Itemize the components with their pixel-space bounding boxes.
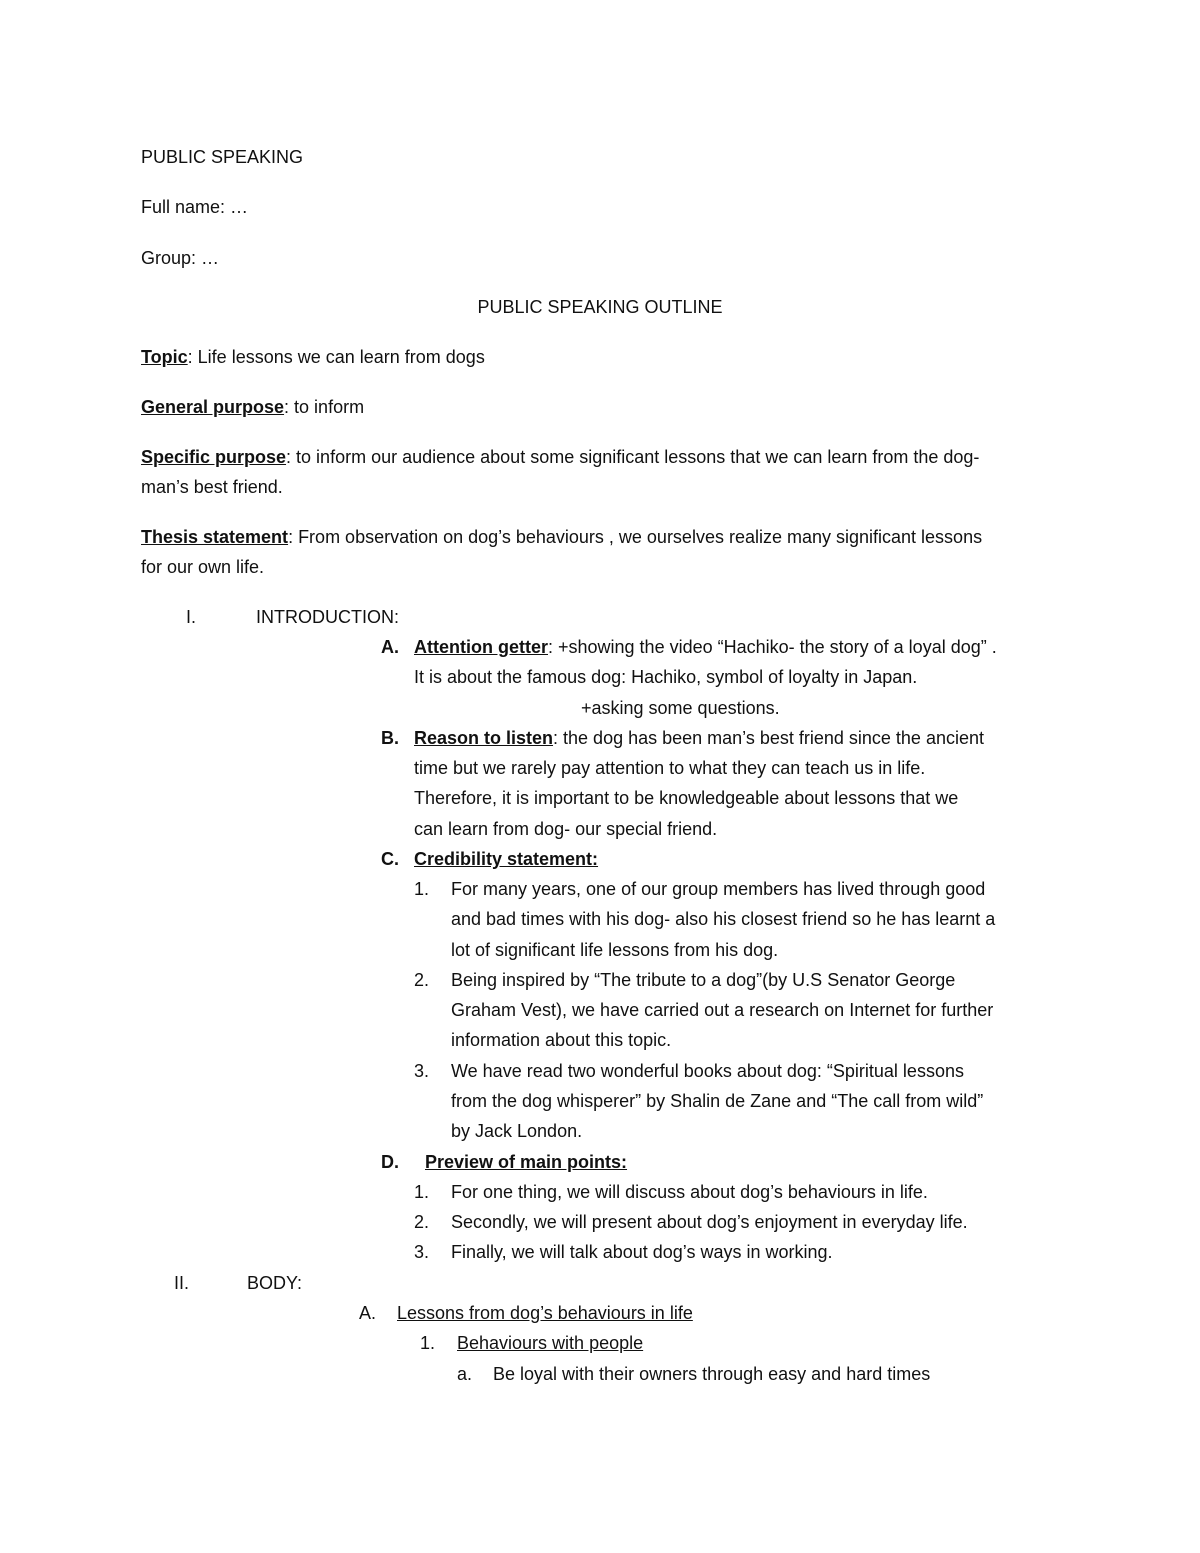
preview-point-1: For one thing, we will discuss about dog’s behaviours in life.: [451, 1182, 928, 1202]
section-numeral-body: II.: [174, 1273, 190, 1293]
attention-getter-text: : +showing the video “Hachiko- the story of a loyal dog” .: [548, 637, 997, 657]
specific-purpose-label: Specific purpose: [141, 447, 287, 467]
credibility-point-3: We have read two wonderful books about dog: “Spiritual lessons: [451, 1061, 964, 1081]
preview-point-3: Finally, we will talk about dog’s ways in working.: [451, 1242, 833, 1262]
general-purpose-value: : to inform: [284, 397, 365, 417]
credibility-point-1: For many years, one of our group members has lived through good: [451, 879, 986, 899]
thesis-value: : From observation on dog’s behaviours , we ourselves realize many significant lessons: [288, 527, 983, 547]
reason-to-listen-text-4: can learn from dog- our special friend.: [414, 819, 718, 839]
attention-getter-text-3: +asking some questions.: [581, 698, 780, 718]
reason-to-listen-label: Reason to listen: [414, 728, 554, 748]
preview-marker-2: 2.: [414, 1212, 430, 1232]
body-marker-a: A.: [359, 1303, 377, 1323]
credibility-marker-3: 3.: [414, 1061, 430, 1081]
thesis-label: Thesis statement: [141, 527, 289, 547]
body-point-a: Lessons from dog’s behaviours in life: [397, 1303, 693, 1323]
item-marker-c: C.: [381, 849, 399, 869]
reason-to-listen-text-3: Therefore, it is important to be knowledgeable about lessons that we: [414, 788, 959, 808]
reason-to-listen-text-2: time but we rarely pay attention to what they can teach us in life.: [414, 758, 926, 778]
specific-purpose-value: : to inform our audience about some significant lessons that we can learn from the dog-: [286, 447, 980, 467]
preview-point-2: Secondly, we will present about dog’s enjoyment in everyday life.: [451, 1212, 968, 1232]
attention-getter-label: Attention getter: [414, 637, 548, 657]
thesis-continuation: for our own life.: [141, 557, 265, 577]
credibility-point-2-cont: Graham Vest), we have carried out a research on Internet for further: [451, 1000, 994, 1020]
body-point-a1a: Be loyal with their owners through easy and hard times: [493, 1364, 931, 1384]
thesis-line: [141, 526, 982, 548]
preview-label: Preview of main points:: [425, 1152, 628, 1172]
topic-label: Topic: [141, 347, 188, 367]
credibility-marker-2: 2.: [414, 970, 430, 990]
full-name-line: Full name: …: [141, 197, 249, 217]
specific-purpose-line: [141, 446, 979, 468]
item-marker-b: B.: [381, 728, 399, 748]
credibility-point-2: Being inspired by “The tribute to a dog”(by U.S Senator George: [451, 970, 956, 990]
body-marker-a1: 1.: [420, 1333, 436, 1353]
section-heading-intro: INTRODUCTION:: [256, 607, 399, 627]
topic-value: : Life lessons we can learn from dogs: [187, 347, 485, 367]
preview-marker-3: 3.: [414, 1242, 430, 1262]
credibility-point-3-cont-2: by Jack London.: [451, 1121, 583, 1141]
group-line: Group: …: [141, 248, 220, 268]
general-purpose-label: General purpose: [141, 397, 285, 417]
body-marker-a1a: a.: [457, 1364, 473, 1384]
topic-line: [141, 346, 485, 368]
reason-to-listen-text: : the dog has been man’s best friend since the ancient: [553, 728, 984, 748]
attention-getter-text-2: It is about the famous dog: Hachiko, symbol of loyalty in Japan.: [414, 667, 918, 687]
section-numeral-intro: I.: [186, 607, 197, 627]
credibility-point-1-cont-2: lot of significant life lessons from his dog.: [451, 940, 779, 960]
course-title: PUBLIC SPEAKING: [141, 147, 304, 167]
credibility-statement-label: Credibility statement:: [414, 849, 599, 869]
attention-getter-line: [414, 636, 997, 658]
body-point-a1: Behaviours with people: [457, 1333, 644, 1353]
credibility-point-3-cont: from the dog whisperer” by Shalin de Zane and “The call from wild”: [451, 1091, 984, 1111]
specific-purpose-continuation: man’s best friend.: [141, 477, 283, 497]
item-marker-d: D.: [381, 1152, 399, 1172]
item-marker-a: A.: [381, 637, 399, 657]
credibility-point-2-cont-2: information about this topic.: [451, 1030, 672, 1050]
outline-title: PUBLIC SPEAKING OUTLINE: [477, 297, 723, 317]
reason-to-listen-line: [414, 727, 984, 749]
preview-marker-1: 1.: [414, 1182, 430, 1202]
section-heading-body: BODY:: [247, 1273, 303, 1293]
general-purpose-line: [141, 396, 364, 418]
credibility-marker-1: 1.: [414, 879, 430, 899]
credibility-point-1-cont: and bad times with his dog- also his closest friend so he has learnt a: [451, 909, 996, 929]
